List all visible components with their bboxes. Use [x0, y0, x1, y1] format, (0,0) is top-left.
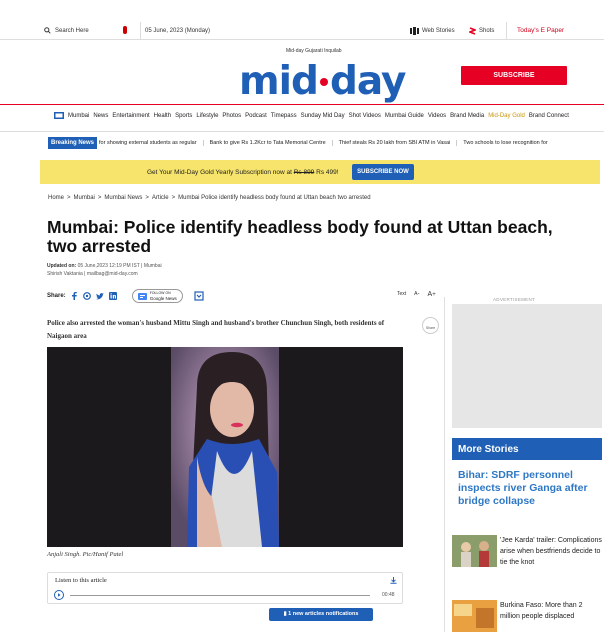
nav-item-sunday-mid-day[interactable]: Sunday Mid Day [300, 112, 345, 119]
share-circle-button[interactable] [422, 317, 439, 334]
nav-item-entertainment[interactable]: Entertainment [112, 112, 150, 119]
current-date: 05 June, 2023 (Monday) [140, 22, 210, 40]
breadcrumb-separator: > [67, 195, 71, 201]
web-stories-icon [410, 27, 419, 35]
notification-bell-icon: ▮ [283, 611, 287, 617]
breaking-news-label: Breaking News [48, 137, 97, 149]
twitter-icon[interactable] [96, 293, 104, 300]
listen-label: Listen to this article [55, 577, 107, 584]
article-photo[interactable] [47, 347, 403, 547]
more-stories-heading: More Stories [452, 438, 602, 460]
shots-label: Shots [479, 28, 495, 34]
a-plus: A [427, 291, 433, 298]
home-icon[interactable] [54, 112, 64, 119]
whatsapp-icon[interactable] [83, 292, 91, 300]
subscribe-button[interactable]: SUBSCRIBE [461, 66, 567, 85]
nav-item-news[interactable]: News [93, 112, 109, 119]
search-box[interactable] [44, 27, 89, 34]
nav-item-mumbai-guide[interactable]: Mumbai Guide [384, 112, 424, 119]
story-thumbnail [452, 600, 497, 632]
ticker-item[interactable]: Thief steals Rs 20 lakh from SBI ATM in Vasai [332, 140, 451, 146]
text-size-increase[interactable]: A+ [427, 291, 436, 298]
nav-item-brand-connect[interactable]: Brand Connect [528, 112, 569, 119]
logo-left: mid [239, 59, 318, 104]
download-icon[interactable] [390, 577, 397, 584]
breadcrumb-home[interactable]: Home [48, 195, 65, 201]
column-divider [444, 297, 445, 632]
breadcrumb-current: Mumbai Police identify headless body found at Uttan beach two arrested [178, 195, 371, 201]
audio-player [47, 572, 403, 604]
audio-duration: 00:48 [382, 592, 395, 598]
advertisement-label: ADVERTISEMENT [493, 297, 536, 302]
microphone-icon[interactable] [123, 26, 127, 34]
nav-item-health[interactable]: Health [153, 112, 172, 119]
updated-label: Updated on: [47, 263, 77, 269]
save-icon[interactable] [194, 291, 204, 301]
advertisement-slot[interactable] [452, 304, 602, 428]
a-minus: A [414, 291, 418, 297]
audio-progress-track[interactable] [70, 595, 370, 596]
search-input[interactable]: Search Here [55, 27, 89, 34]
notification-label: 1 new articles notifications [288, 611, 359, 617]
article-meta [47, 263, 162, 278]
google-news-top: FOLLOW ON [149, 291, 171, 295]
story-title: Burkina Faso: More than 2 million people displaced [500, 602, 583, 620]
share-label: Share: [47, 293, 66, 299]
breadcrumb-separator: > [97, 195, 102, 201]
nav-item-videos[interactable]: Videos [427, 112, 447, 119]
nav-item-lifestyle[interactable]: Lifestyle [196, 112, 219, 119]
breadcrumb-mumbai-news[interactable]: Mumbai News [104, 195, 143, 201]
nav-item-timepass[interactable]: Timepass [270, 112, 297, 119]
top-utility-bar [0, 22, 604, 40]
text-size-reset[interactable]: Text [397, 291, 407, 297]
photo-caption: Anjali Singh. Pic/Hanif Patel [47, 551, 124, 558]
updated-value: 05 June,2023 12:19 PM IST | Mumbai [77, 263, 162, 269]
breadcrumb-separator: > [171, 195, 176, 201]
shots-icon [469, 27, 476, 35]
gold-banner-prefix: Get Your Mid-Day Gold Yearly Subscription now at [147, 168, 292, 176]
story-thumbnail [452, 535, 497, 567]
sister-publications[interactable]: Mid-day Gujarati Inquilab [286, 48, 342, 54]
nav-item-mumbai[interactable]: Mumbai [68, 112, 90, 119]
breadcrumb-separator: > [145, 195, 149, 201]
lead-story-link[interactable]: Bihar: SDRF personnel inspects river Ganga after bridge collapse [458, 469, 588, 507]
gold-banner-text [147, 169, 339, 176]
old-price: Rs 899 [293, 168, 315, 176]
breaking-news-ticker [48, 136, 604, 150]
google-news-button[interactable] [132, 289, 183, 303]
logo-right: day [329, 59, 406, 104]
epaper-link[interactable]: Today's E Paper [506, 22, 564, 40]
facebook-icon[interactable] [71, 292, 78, 300]
subscribe-now-button[interactable]: SUBSCRIBE NOW [352, 164, 414, 180]
play-icon[interactable] [54, 590, 64, 600]
share-circle-label: Share [425, 326, 436, 330]
share-bar [47, 289, 204, 303]
article-headline: Mumbai: Police identify headless body found at Uttan beach, two arrested [47, 217, 553, 256]
ticker-item[interactable]: for showing external students as regular [99, 140, 197, 146]
portrait-image [47, 347, 403, 547]
author-byline[interactable]: Shirish Vaktania | mailbag@mid-day.com [47, 270, 138, 277]
site-logo[interactable] [239, 59, 406, 104]
nav-item-photos[interactable]: Photos [222, 112, 242, 119]
gold-subscription-banner [40, 160, 600, 184]
breadcrumb-article[interactable]: Article [151, 195, 169, 201]
article-summary: Police also arrested the woman's husband Mittu Singh and husband's brother Chunchun Singh, both residents of Naigaon area [47, 319, 385, 340]
nav-item-shot-videos[interactable]: Shot Videos [348, 112, 381, 119]
new-articles-notification[interactable] [269, 608, 373, 621]
ticker-item[interactable]: Two schools to lose recognition for [456, 140, 547, 146]
nav-item-sports[interactable]: Sports [175, 112, 193, 119]
text-size-decrease[interactable]: A- [414, 291, 420, 297]
breadcrumb-mumbai[interactable]: Mumbai [73, 195, 95, 201]
story-title: 'Jee Karda' trailer: Complications arise when bestfriends decide to tie the knot [500, 537, 602, 566]
story-item[interactable] [452, 600, 602, 632]
google-news-icon [138, 293, 147, 300]
ticker-item[interactable]: Bank to give Rs 1.2Kcr to Tata Memorial Centre [203, 140, 326, 146]
logo-dot [320, 78, 328, 86]
breadcrumb [48, 195, 371, 201]
text-size-controls [397, 291, 436, 298]
search-icon [44, 27, 51, 34]
nav-item-brand-media[interactable]: Brand Media [450, 112, 485, 119]
web-stories-link[interactable] [410, 27, 455, 35]
nav-item-podcast[interactable]: Podcast [245, 112, 267, 119]
nav-item-mid-day-gold[interactable]: Mid-Day Gold [488, 112, 525, 119]
shots-link[interactable] [469, 27, 494, 35]
google-news-label: Google News [149, 296, 177, 301]
linkedin-icon[interactable] [109, 292, 117, 300]
story-item[interactable] [452, 535, 602, 575]
web-stories-label: Web Stories [422, 28, 455, 34]
new-price: Rs 499! [316, 168, 339, 176]
main-nav [54, 112, 569, 119]
